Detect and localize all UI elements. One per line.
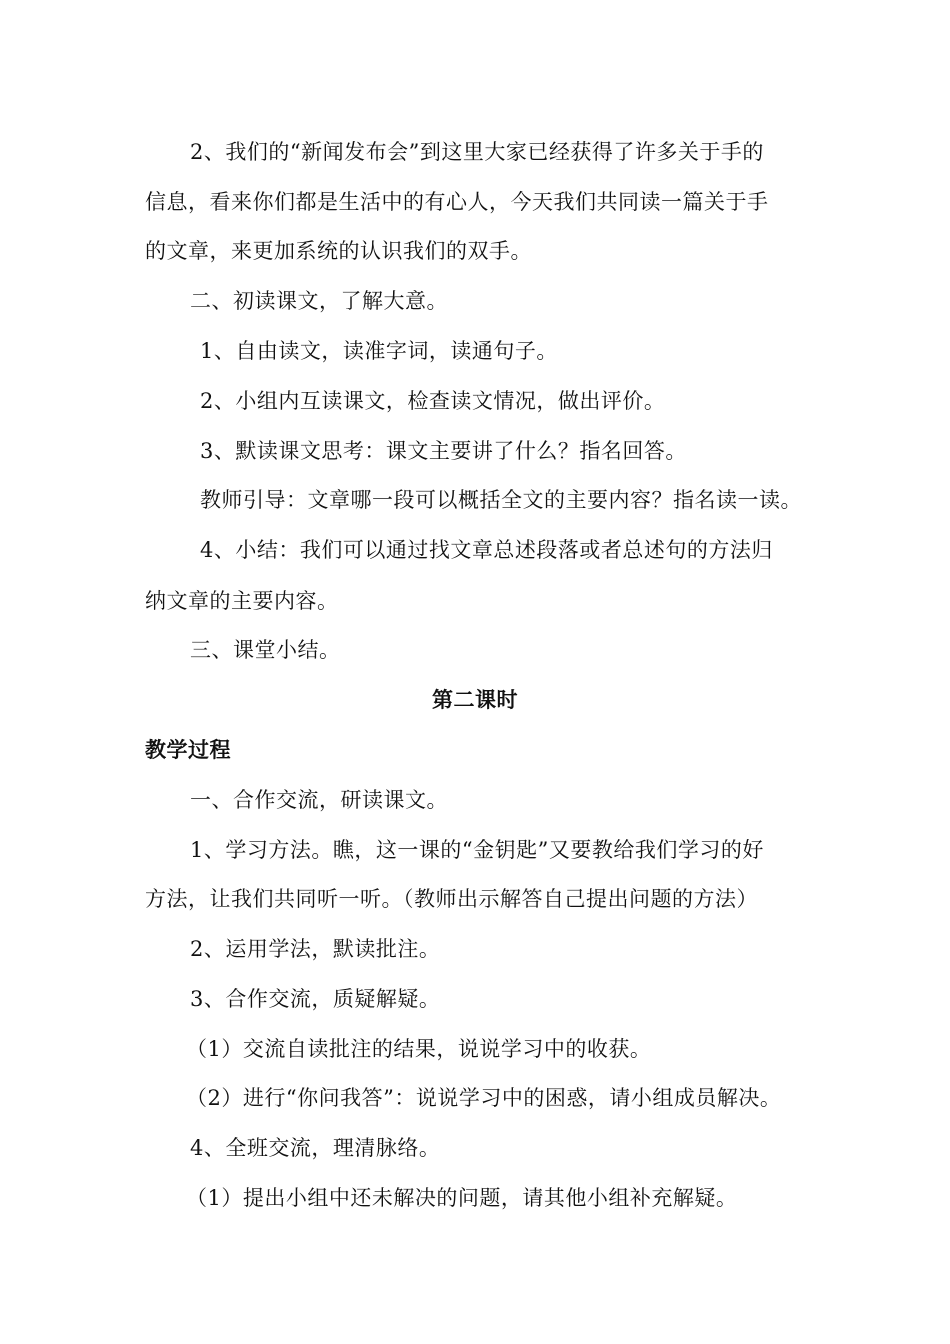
subheading: 教学过程 bbox=[145, 738, 231, 762]
section-heading: 二、初读课文，了解大意。 bbox=[190, 289, 448, 313]
list-item: 2、运用学法，默读批注。 bbox=[190, 937, 441, 961]
paragraph-line: 信息，看来你们都是生活中的有心人，今天我们共同读一篇关于手 bbox=[145, 190, 769, 214]
section-heading: 一、合作交流，研读课文。 bbox=[190, 788, 448, 812]
list-item: （2）进行“你问我答”：说说学习中的困惑，请小组成员解决。 bbox=[186, 1086, 782, 1110]
list-item: 1、自由读文，读准字词，读通句子。 bbox=[200, 339, 558, 363]
paragraph-line: 的文章，来更加系统的认识我们的双手。 bbox=[145, 239, 532, 263]
list-item: （1）提出小组中还未解决的问题，请其他小组补充解疑。 bbox=[186, 1186, 738, 1210]
section-title: 第二课时 bbox=[432, 688, 518, 712]
list-item: （1）交流自读批注的结果，说说学习中的收获。 bbox=[186, 1037, 652, 1061]
section-heading: 三、课堂小结。 bbox=[190, 638, 341, 662]
paragraph-line: 方法，让我们共同听一听。（教师出示解答自己提出问题的方法） bbox=[145, 887, 758, 911]
list-item: 4、全班交流，理清脉络。 bbox=[190, 1136, 441, 1160]
list-item: 3、默读课文思考：课文主要讲了什么？指名回答。 bbox=[200, 439, 687, 463]
list-item: 3、合作交流，质疑解疑。 bbox=[190, 987, 441, 1011]
list-item: 1、学习方法。瞧，这一课的“金钥匙”又要教给我们学习的好 bbox=[190, 838, 764, 862]
paragraph-line: 教师引导：文章哪一段可以概括全文的主要内容？指名读一读。 bbox=[200, 488, 802, 512]
paragraph-line: 纳文章的主要内容。 bbox=[145, 589, 339, 613]
list-item: 4、小结：我们可以通过找文章总述段落或者总述句的方法归 bbox=[200, 538, 773, 562]
list-item: 2、小组内互读课文，检查读文情况，做出评价。 bbox=[200, 389, 666, 413]
paragraph-line: 2、我们的“新闻发布会”到这里大家已经获得了许多关于手的 bbox=[190, 140, 764, 164]
